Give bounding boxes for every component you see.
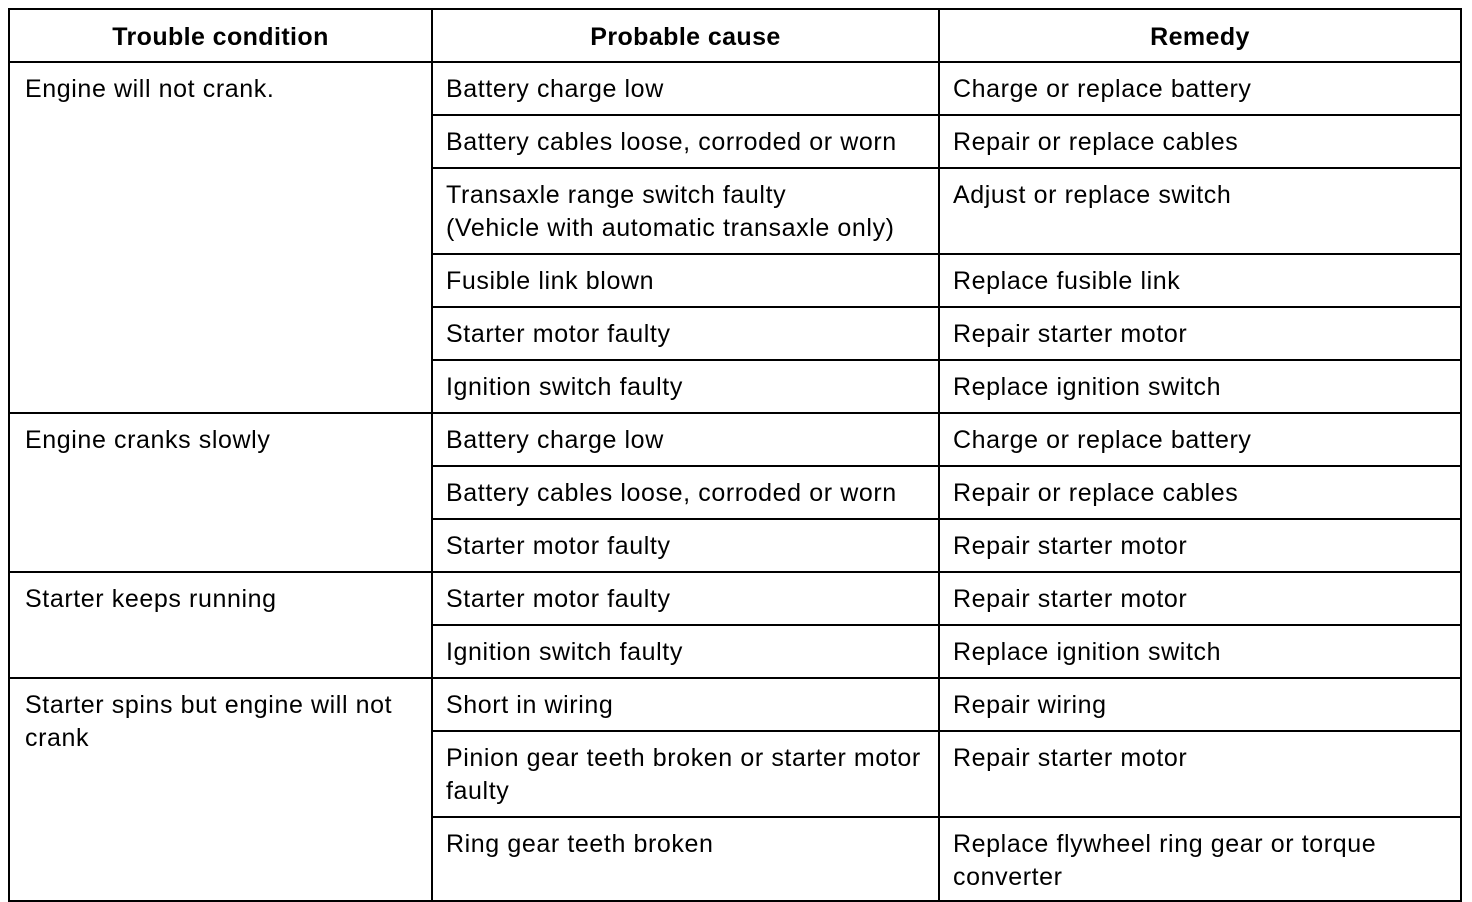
remedy-cell: Replace fusible link bbox=[939, 254, 1461, 307]
probable-cause-cell: Ignition switch faulty bbox=[432, 360, 939, 413]
remedy-cell: Replace ignition switch bbox=[939, 360, 1461, 413]
probable-cause-cell: Transaxle range switch faulty (Vehicle with automatic transaxle only) bbox=[432, 168, 939, 254]
trouble-condition-cell: Starter keeps running bbox=[9, 572, 432, 678]
remedy-cell: Repair or replace cables bbox=[939, 115, 1461, 168]
trouble-condition-cell: Engine will not crank. bbox=[9, 62, 432, 413]
table-row bbox=[9, 413, 1461, 466]
trouble-condition-cell: Engine cranks slowly bbox=[9, 413, 432, 572]
table-row bbox=[9, 572, 1461, 625]
probable-cause-cell: Starter motor faulty bbox=[432, 307, 939, 360]
remedy-cell: Charge or replace battery bbox=[939, 62, 1461, 115]
remedy-cell: Repair starter motor bbox=[939, 307, 1461, 360]
troubleshooting-table bbox=[8, 8, 1462, 902]
trouble-condition-cell: Starter spins but engine will not crank bbox=[9, 678, 432, 901]
probable-cause-cell: Battery charge low bbox=[432, 62, 939, 115]
remedy-cell: Repair or replace cables bbox=[939, 466, 1461, 519]
remedy-cell: Replace flywheel ring gear or torque converter bbox=[939, 817, 1461, 901]
probable-cause-cell: Battery cables loose, corroded or worn bbox=[432, 466, 939, 519]
remedy-cell: Replace ignition switch bbox=[939, 625, 1461, 678]
probable-cause-cell: Pinion gear teeth broken or starter motor faulty bbox=[432, 731, 939, 817]
remedy-cell: Repair starter motor bbox=[939, 519, 1461, 572]
probable-cause-cell: Starter motor faulty bbox=[432, 572, 939, 625]
probable-cause-cell: Ignition switch faulty bbox=[432, 625, 939, 678]
header-row bbox=[9, 9, 1461, 62]
header-probable-cause: Probable cause bbox=[432, 9, 939, 62]
remedy-cell: Repair starter motor bbox=[939, 572, 1461, 625]
table-row bbox=[9, 678, 1461, 731]
probable-cause-cell: Fusible link blown bbox=[432, 254, 939, 307]
remedy-cell: Repair starter motor bbox=[939, 731, 1461, 817]
probable-cause-cell: Ring gear teeth broken bbox=[432, 817, 939, 901]
probable-cause-cell: Short in wiring bbox=[432, 678, 939, 731]
remedy-cell: Repair wiring bbox=[939, 678, 1461, 731]
header-trouble-condition: Trouble condition bbox=[9, 9, 432, 62]
remedy-cell: Adjust or replace switch bbox=[939, 168, 1461, 254]
probable-cause-cell: Starter motor faulty bbox=[432, 519, 939, 572]
probable-cause-cell: Battery cables loose, corroded or worn bbox=[432, 115, 939, 168]
probable-cause-cell: Battery charge low bbox=[432, 413, 939, 466]
remedy-cell: Charge or replace battery bbox=[939, 413, 1461, 466]
table-row bbox=[9, 62, 1461, 115]
header-remedy: Remedy bbox=[939, 9, 1461, 62]
